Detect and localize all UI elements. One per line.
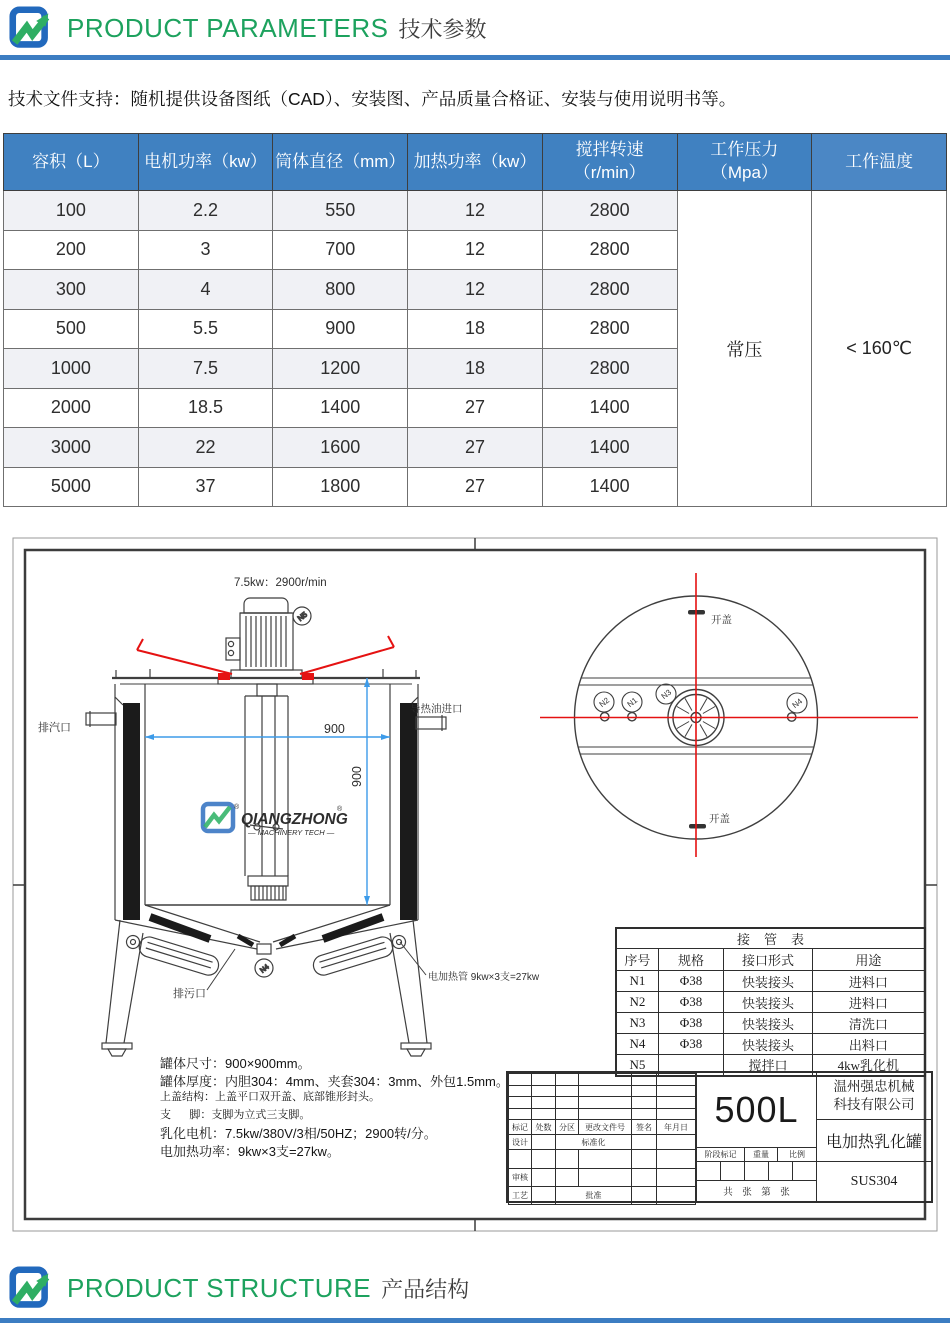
col-speed: 搅拌转速（r/min）	[542, 134, 677, 191]
open-lid-top-label: 开盖	[711, 614, 732, 626]
title-block-right	[817, 1073, 931, 1201]
steam-outlet-label: 排汽口	[38, 722, 71, 734]
section-title-en: PRODUCT PARAMETERS	[67, 13, 389, 43]
motor-spec-label: 7.5kw：2900r/min	[234, 577, 327, 589]
note-line: 支 脚：支脚为立式三支脚。	[160, 1108, 311, 1121]
craft-label: 工艺	[509, 1187, 532, 1205]
svg-text:®: ®	[337, 806, 343, 813]
dim-height-label: 900	[350, 766, 364, 787]
model-size: 500L	[697, 1073, 816, 1148]
standardize-label: 标准化	[556, 1135, 632, 1150]
pressure-value: 常压	[677, 191, 812, 507]
section-title-zh: 技术参数	[398, 17, 487, 42]
table-row: N5 搅拌口 4kw乳化机	[616, 1055, 925, 1076]
balloon-n4-label: N4	[790, 696, 805, 711]
material-grade: SUS304	[850, 1173, 898, 1189]
motor	[218, 598, 313, 684]
stage-label: 阶段标记	[697, 1148, 745, 1163]
company-name: 温州强忠机械 科技有限公司	[817, 1073, 931, 1120]
title-block	[506, 1071, 933, 1203]
watermark-sub: — MACHINERY TECH —	[248, 828, 335, 837]
section-header-structure	[8, 1266, 469, 1311]
marks-row: 标记 处数 分区 更改文件号 签名 年月日	[509, 1120, 696, 1135]
table-row: N3 Φ38 快装接头 清洗口	[616, 1013, 925, 1034]
product-name: 电加热乳化罐	[817, 1120, 931, 1163]
temperature-value: < 160℃	[812, 191, 947, 507]
watermark-brand: QIANGZHONG	[241, 811, 348, 828]
weight-label: 重量	[745, 1148, 778, 1163]
note-line: 电加热功率：9kw×3支=27kw。	[160, 1143, 340, 1159]
design-label: 设计	[509, 1135, 532, 1150]
table-row: N2 Φ38 快装接头 进料口	[616, 992, 925, 1013]
col-motor-power: 电机功率（kw）	[138, 134, 273, 191]
drawing-notes	[160, 1053, 509, 1158]
dimension-lines	[145, 678, 390, 905]
spec-table	[3, 133, 947, 507]
title-block-revision-grid	[508, 1073, 697, 1201]
tank-legs	[102, 920, 431, 1056]
table-row: 2000 18.5 1400 27 1400	[4, 388, 947, 428]
pipe-table-title-row	[616, 928, 925, 949]
svg-text:N4: N4	[259, 963, 271, 975]
note-line: 罐体尺寸：900×900mm。	[160, 1056, 311, 1071]
table-row: 5000 37 1800 27 1400	[4, 467, 947, 507]
table-row: 3000 22 1600 27 1400	[4, 428, 947, 468]
section-title-en: PRODUCT STRUCTURE	[67, 1273, 372, 1303]
balloon-n2-label: N2	[597, 695, 612, 710]
table-row: 300 4 800 12 2800	[4, 270, 947, 310]
pipe-connection-table	[615, 927, 926, 1077]
agitator-shaft	[245, 684, 288, 900]
note-line: 上盖结构：上盖平口双开盖、底部锥形封头。	[160, 1091, 380, 1103]
svg-text:®: ®	[234, 804, 240, 811]
table-row: N4 Φ38 快装接头 出料口	[616, 1034, 925, 1055]
brand-logo-icon	[8, 1266, 55, 1311]
brand-logo-icon	[8, 6, 55, 51]
col-volume: 容积（L）	[4, 134, 139, 191]
col-temperature: 工作温度	[812, 134, 947, 191]
footer-divider	[0, 1318, 950, 1323]
heater-label: 电加热管 9kw×3支=27kw	[428, 972, 540, 983]
col-pressure: 工作压力（Mpa）	[677, 134, 812, 191]
pipe-table-title: 接管表	[616, 928, 925, 949]
svg-text:N5: N5	[295, 609, 309, 623]
note-line: 乳化电机：7.5kw/380V/3相/50HZ；2900转/分。	[160, 1126, 437, 1141]
top-view-balloons	[594, 684, 807, 713]
spec-header-row	[4, 134, 947, 191]
table-row: 500 5.5 900 18 2800	[4, 309, 947, 349]
oil-inlet-label: 导热油进口	[410, 703, 463, 715]
note-line: 罐体厚度：内胆304：4mm、夹套304：3mm、外包1.5mm。	[160, 1073, 509, 1089]
table-row: 100 2.2 550 12 2800 常压 < 160℃	[4, 191, 947, 231]
sheet-count-label: 共 张 第 张	[723, 1187, 790, 1198]
col-diameter: 筒体直径（mm）	[273, 134, 408, 191]
section-header-parameters	[8, 6, 487, 51]
open-lid-bottom-label: 开盖	[709, 813, 730, 825]
header-divider	[0, 55, 950, 60]
section-title-zh: 产品结构	[381, 1277, 470, 1302]
pipe-table-header-row: 序号 规格 接口形式 用途	[616, 949, 925, 971]
steam-outlet-nozzle	[86, 711, 116, 727]
balloon-bottom-outlet	[255, 959, 273, 977]
dim-width-label: 900	[324, 722, 345, 736]
balloon-n1-label: N1	[625, 695, 640, 710]
review-label: 审核	[509, 1169, 532, 1187]
balloon-n5	[293, 607, 311, 625]
scale-label: 比例	[778, 1148, 816, 1163]
balloon-n3-label: N3	[659, 687, 674, 702]
table-row: N1 Φ38 快装接头 进料口	[616, 971, 925, 992]
intro-text: 技术文件支持：随机提供设备图纸（CAD）、安装图、产品质量合格证、安装与使用说明书等。	[8, 89, 737, 109]
engineering-drawing	[10, 535, 940, 1235]
col-heating-power: 加热功率（kw）	[408, 134, 543, 191]
approve-label: 批准	[556, 1187, 632, 1205]
table-row: 1000 7.5 1200 18 2800	[4, 349, 947, 389]
oil-inlet-nozzle	[416, 715, 446, 731]
table-row: 200 3 700 12 2800	[4, 230, 947, 270]
drain-outlet-label: 排污口	[173, 988, 206, 1000]
title-block-middle	[697, 1073, 817, 1201]
